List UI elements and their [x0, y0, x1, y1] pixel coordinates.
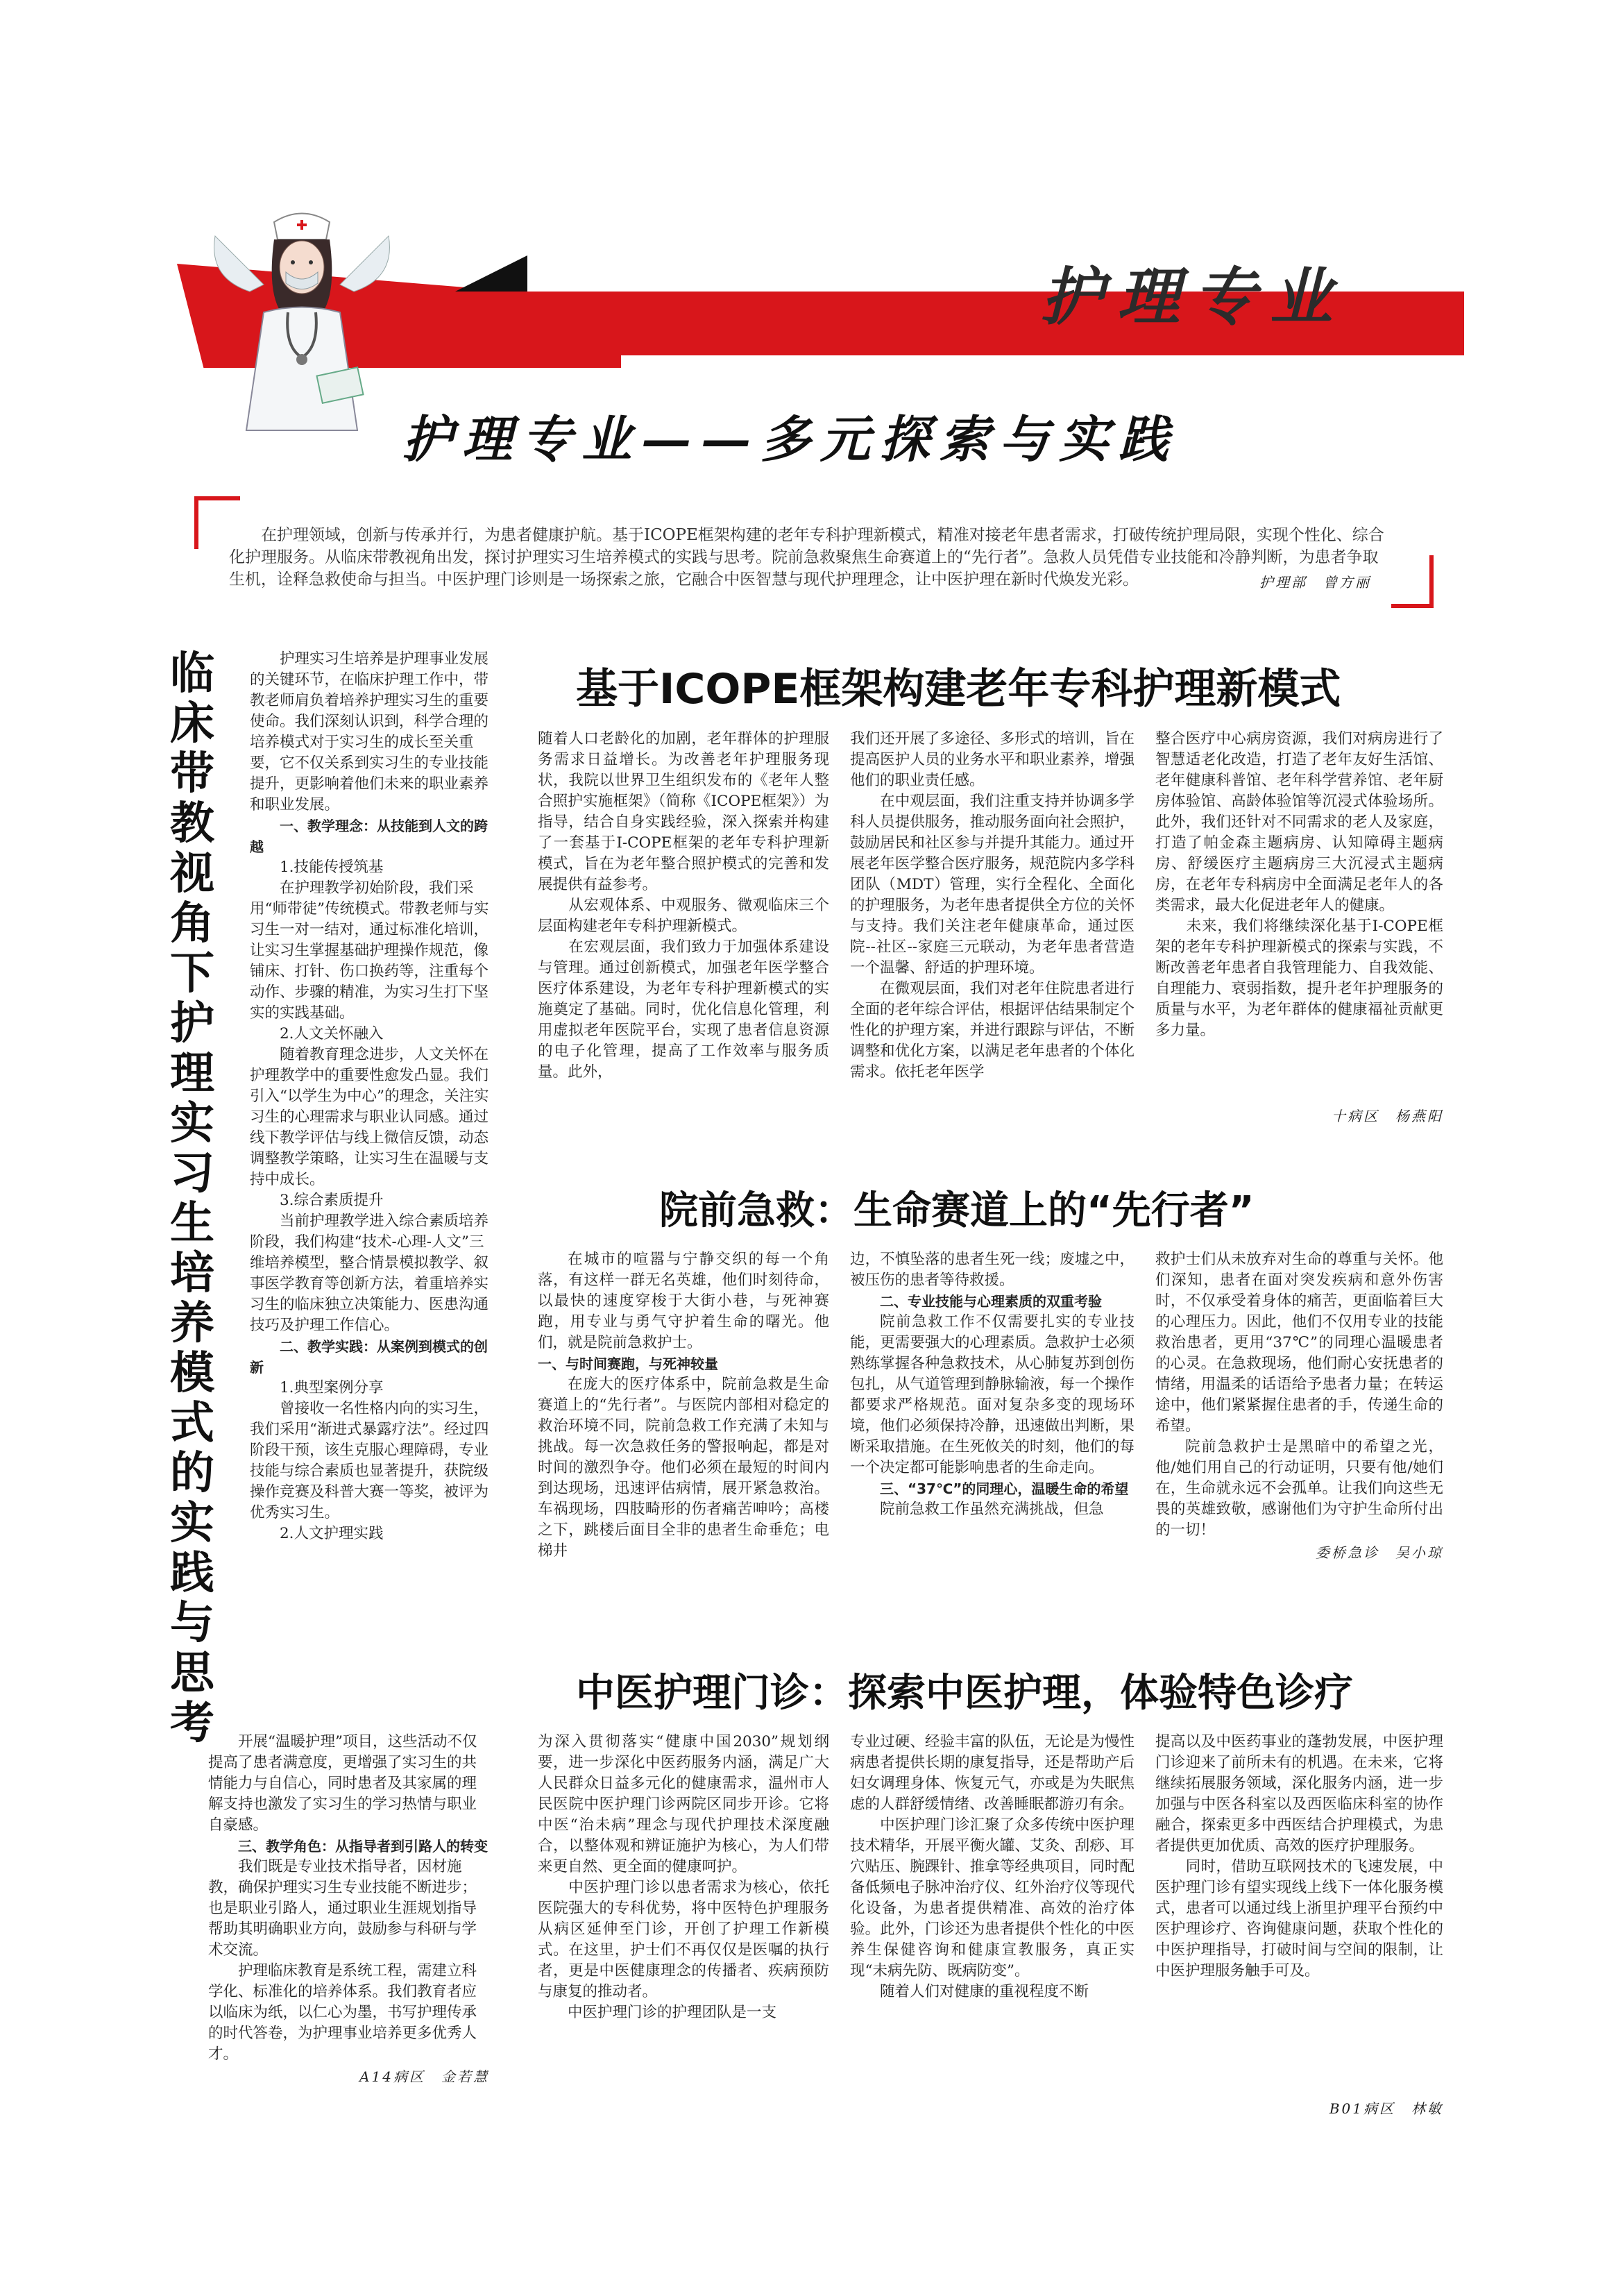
clinical-p7: 我们既是专业技术指导者，因材施教，确保护理实习生专业技能不断进步；也是职业引路人，通过职业生涯规划指导帮助其明确职业方向，鼓励参与科研与学术交流。: [208, 1858, 477, 1959]
emergency-p6: 救护士们从未放弃对生命的尊重与关怀。他们深知，患者在面对突发疾病和意外伤害时，不仅承受着身体的痛苦，更面临着巨大的心理压力。因此，他们不仅用专业的技能救治患者，更用“37℃”的同理心温暖患者的心灵。在急救现场，他们耐心安抚患者的情绪，用温柔的话语给予患者力量；在转运途中，他们紧紧握住患者的手，传递生命的希望。: [1155, 1251, 1443, 1435]
tcm-article-title: 中医护理门诊：探索中医护理，体验特色诊疗: [576, 1671, 1353, 1716]
tcm-col-3: 提高以及中医药事业的蓬勃发展，中医护理门诊迎来了前所未有的机遇。在未来，它将继续拓展服务领域，深化服务内涵，进一步加强与中医各科室以及西医临床科室的协作融合，探索更多中西医结合护理模式，为患者提供更加优质、高效的医疗护理服务。 同时，借助互联网技术的飞速发展，中医护理门诊有望实现线上线下一体化服务模式，患者可以通过线上浙里护理平台预约中医护理诊疗、咨询健康问题，获取个性化的中医护理指导，打破时间与空间的限制，让中医护理服务触手可及。: [1155, 1733, 1443, 1980]
intro-author: 护理部 曾方丽: [1259, 574, 1371, 591]
clinical-p1: 护理实习生培养是护理事业发展的关键环节，在临床护理工作中，带教老师肩负着培养护理实习生的重要使命。我们深刻认识到，科学合理的培养模式对于实习生的成长至关重要，它不仅关系到实习生的专业技能提升，更影响着他们未来的职业素养和职业发展。: [250, 650, 489, 813]
clinical-sub-1: 1.技能传授筑基: [280, 859, 384, 876]
tcm-col-2: 专业过硬、经验丰富的队伍，无论是为慢性病患者提供长期的康复指导，还是帮助产后妇女调理身体、恢复元气，亦或是为失眠焦虑的人群舒缓情绪、改善睡眠都游刃有余。 中医护理门诊汇聚了众多传统中医护理技术精华，开展平衡火罐、艾灸、刮痧、耳穴贴压、腕踝针、推拿等经典项目，同时配备低频电子脉冲治疗仪、红外治疗仪等现代化设备，为患者提供精准、高效的治疗体验。此外，门诊还为患者提供个性化的中医养生保健咨询和健康宣教服务，真正实现“未病先防、既病防变”。 随着人们对健康的重视程度不断: [850, 1733, 1135, 2000]
intro-text: 在护理领域，创新与传承并行，为患者健康护航。基于ICOPE框架构建的老年专科护理新模式，精准对接老年患者需求，打破传统护理局限，实现个性化、综合化护理服务。从临床带教视角出发，探讨护理实习生培养模式的实践与思考。院前急救聚焦生命赛道上的“先行者”。急救人员凭借专业技能和冷静判断，为患者争取生机，诠释急救使命与担当。中医护理门诊则是一场探索之旅，它融合中医智慧与现代护理理念，让中医护理在新时代焕发光彩。: [229, 526, 1384, 589]
clinical-sub-4: 1.典型案例分享: [280, 1379, 384, 1396]
icope-col-2: 我们还开展了多途径、多形式的培训，旨在提高医护人员的业务水平和职业素养，增强他们的职业责任感。 在中观层面，我们注重支持并协调多学科人员提供服务，推动服务面向社会照护，鼓励居民和社区参与并提升其能力。通过开展老年医学整合医疗服务，规范院内多学科团队（MDT）管理，实行全程化、全面化的护理服务，为老年患者提供全方位的关怀与支持。我们关注老年健康革命，通过医院--社区--家庭三元联动，为老年患者营造一个温馨、舒适的护理环境。 在微观层面，我们对老年住院患者进行全面的老年综合评估，根据评估结果制定个性化的护理方案，并进行跟踪与评估，不断调整和优化方案，以满足老年患者的个体化需求。依托老年医学: [850, 730, 1135, 1081]
clinical-p2: 在护理教学初始阶段，我们采用“师带徒”传统模式。带教老师与实习生一对一结对，通过标准化培训，让实习生掌握基础护理操作规范，像铺床、打针、伤口换药等，注重每个动作、步骤的精准，为实习生打下坚实的实践基础。: [250, 879, 489, 1022]
emergency-article-title: 院前急救：生命赛道上的“先行者”: [659, 1188, 1255, 1233]
emergency-p4: 院前急救工作不仅需要扎实的专业技能，更需要强大的心理素质。急救护士必须熟练掌握各种急救技术，从心肺复苏到创伤包扎，从气道管理到静脉输液，每一个操作都要求严格规范。面对复杂多变的现场环境，他们必须保持冷静，迅速做出判断，果断采取措施。在生死攸关的时刻，他们的每一个决定都可能影响患者的生命走向。: [850, 1313, 1135, 1476]
page-title: 护理专业——多元探索与实践: [402, 410, 1179, 469]
intro-bracket-bottom-right: [1391, 555, 1434, 608]
emergency-heading-2: 二、专业技能与心理素质的双重考验: [880, 1293, 1102, 1310]
tcm-author: B01病区 林敏: [1329, 2100, 1443, 2117]
clinical-sub-3: 3.综合素质提升: [280, 1192, 384, 1209]
clinical-p6: 开展“温暖护理”项目，这些活动不仅提高了患者满意度，更增强了实习生的共情能力与自信心，同时患者及其家属的理解支持也激发了实习生的学习热情与职业自豪感。: [208, 1733, 477, 1834]
header-banner-black: [444, 255, 527, 297]
icope-col-3: 整合医疗中心病房资源，我们对病房进行了智慧适老化改造，打造了老年友好生活馆、老年健康科普馆、老年科学营养馆、老年厨房体验馆、高龄体验馆等沉浸式体验场所。此外，我们还针对不同需求的老人及家庭，打造了帕金森主题病房、认知障碍主题病房、舒缓医疗主题病房三大沉浸式主题病房，在老年专科病房中全面满足老年人的各类需求，最大化促进老年人的健康。 未来，我们将继续深化基于I-COPE框架的老年专科护理新模式的探索与实践，不断改善老年患者自我管理能力、自我效能、自理能力、衰弱指数，提升老年护理服务的质量与水平，为老年群体的健康福祉贡献更多力量。: [1155, 730, 1443, 1039]
clinical-heading-3: 三、教学角色：从指导者到引路人的转变: [238, 1838, 488, 1855]
emergency-p1: 在城市的喧嚣与宁静交织的每一个角落，有这样一群无名英雄，他们时刻待命，以最快的速度穿梭于大街小巷，与死神赛跑，用专业与勇气守护着生命的曙光。他们，就是院前急救护士。: [538, 1251, 829, 1351]
icope-author: 十病区 杨燕阳: [1332, 1108, 1443, 1124]
emergency-heading-1: 一、与时间赛跑，与死神较量: [538, 1356, 718, 1372]
clinical-article-body: [250, 649, 489, 1544]
section-tag: 护理专业: [1041, 260, 1346, 334]
clinical-heading-2: 二、教学实践：从案例到模式的创新: [250, 1338, 488, 1376]
nurse-illustration: [208, 208, 396, 437]
clinical-article-body-continued: [208, 1732, 489, 2087]
clinical-p4: 当前护理教学进入综合素质培养阶段，我们构建“技术-心理-人文”三维培养模型，整合情景模拟教学、叙事医学教育等创新方法，着重培养实习生的临床独立决策能力、医患沟通技巧及护理工作信心。: [250, 1213, 489, 1334]
emergency-p5: 院前急救工作虽然充满挑战，但急: [880, 1501, 1104, 1518]
clinical-sub-5: 2.人文护理实践: [280, 1525, 384, 1542]
emergency-col-2: [850, 1249, 1135, 1520]
clinical-sub-2: 2.人文关怀融入: [280, 1025, 384, 1043]
clinical-author: A14病区 金若慧: [359, 2068, 489, 2085]
emergency-author: 委桥急诊 吴小琼: [1316, 1544, 1443, 1561]
clinical-p5: 曾接收一名性格内向的实习生，我们采用“渐进式暴露疗法”。经过四阶段干预，该生克服心理障碍，专业技能与综合素质也显著提升，获院级操作竞赛及科普大赛一等奖，被评为优秀实习生。: [250, 1400, 489, 1521]
icope-col-1: 随着人口老龄化的加剧，老年群体的护理服务需求日益增长。为改善老年护理服务现状，我院以世界卫生组织发布的《老年人整合照护实施框架》（简称《ICOPE框架》）为指导，结合自身实践经验，深入探索并构建了一套基于I-COPE框架的老年专科护理新模式，旨在为老年整合照护模式的完善和发展提供有益参考。 从宏观体系、中观服务、微观临床三个层面构建老年专科护理新模式。 在宏观层面，我们致力于加强体系建设与管理。通过创新模式，加强老年医学整合医疗体系建设，为老年专科护理新模式的实施奠定了基础。同时，优化信息化管理，利用虚拟老年医院平台，实现了患者信息资源的电子化管理，提高了工作效率与服务质量。此外，: [538, 730, 829, 1081]
emergency-p2: 在庞大的医疗体系中，院前急救是生命赛道上的“先行者”。与医院内部相对稳定的救治环境不同，院前急救工作充满了未知与挑战。每一次急救任务的警报响起，都是对时间的激烈争夺。他们必须在最短的时间内到达现场，迅速评估病情，展开紧急救治。车祸现场，四肢畸形的伤者痛苦呻吟；高楼之下，跳楼后面目全非的患者生命垂危；电梯井: [538, 1376, 829, 1560]
emergency-col-1: [538, 1249, 829, 1562]
clinical-article-title: 临床带教视角下护理实习生培养模式的实践与思考: [170, 648, 214, 1749]
tcm-col-1: 为深入贯彻落实“健康中国2030”规划纲要，进一步深化中医药服务内涵，满足广大人民群众日益多元化的健康需求，温州市人民医院中医护理门诊两院区同步开诊。它将中医“治未病”理念与现代护理技术深度融合，以整体观和辨证施护为核心，为人们带来更自然、更全面的健康呵护。 中医护理门诊以患者需求为核心，依托医院强大的专科优势，将中医特色护理服务从病区延伸至门诊，开创了护理工作新模式。在这里，护士们不再仅仅是医嘱的执行者，更是中医健康理念的传播者、疾病预防与康复的推动者。 中医护理门诊的护理团队是一支: [538, 1733, 829, 2021]
clinical-p3: 随着教育理念进步，人文关怀在护理教学中的重要性愈发凸显。我们引入“以学生为中心”的理念，关注实习生的心理需求与职业认同感。通过线下教学评估与线上微信反馈，动态调整教学策略，让实习生在温暖与支持中成长。: [250, 1046, 489, 1188]
emergency-heading-3: 三、“37℃”的同理心，温暖生命的希望: [880, 1480, 1129, 1497]
icope-article-title: 基于ICOPE框架构建老年专科护理新模式: [576, 665, 1341, 714]
emergency-p3: 边，不慎坠落的患者生死一线；废墟之中，被压伤的患者等待救援。: [850, 1251, 1135, 1289]
emergency-p7: 院前急救护士是黑暗中的希望之光，他/她们用自己的行动证明，只要有他/她们在，生命就永远不会孤单。让我们向这些无畏的英雄致敬，感谢他们为守护生命所付出的一切！: [1155, 1438, 1443, 1539]
clinical-heading-1: 一、教学理念：从技能到人文的跨越: [250, 818, 488, 855]
emergency-col-3: [1155, 1249, 1443, 1563]
clinical-p8: 护理临床教育是系统工程，需建立科学化、标准化的培养体系。我们教育者应以临床为纸，以仁心为墨，书写护理传承的时代答卷，为护理事业培养更多优秀人才。: [208, 1962, 477, 2063]
